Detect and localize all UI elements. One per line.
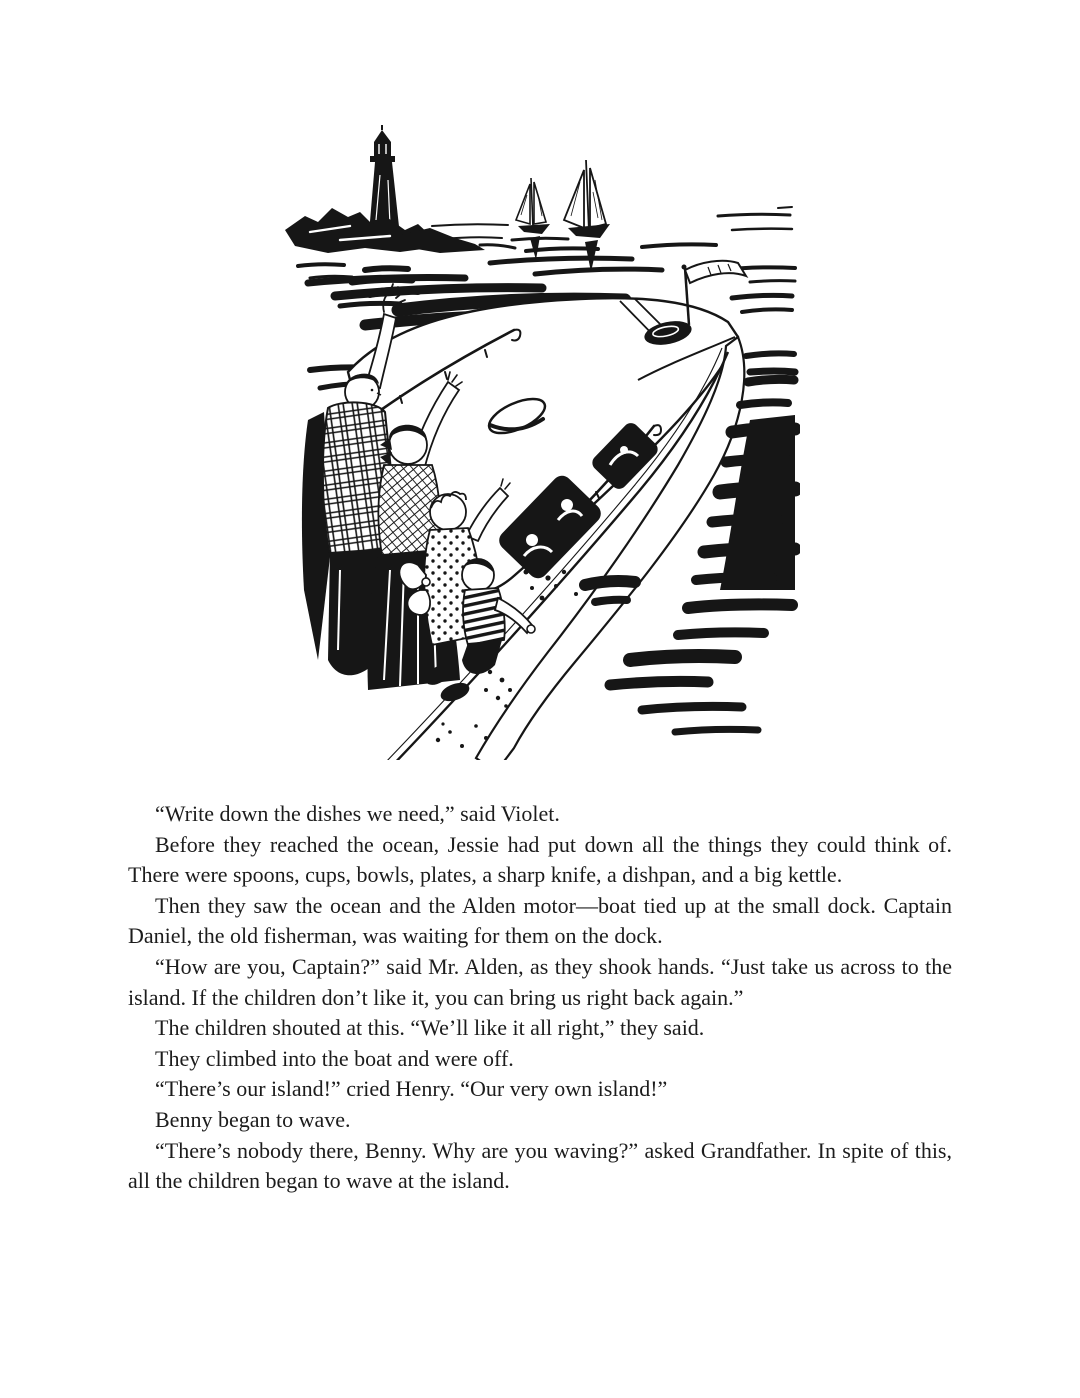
paragraph: “There’s nobody there, Benny. Why are you waving?” asked Grandfather. In spite of this, all the children began to wave at the island. xyxy=(128,1137,952,1194)
paragraph: They climbed into the boat and were off. xyxy=(155,1045,514,1071)
boat-illustration-svg xyxy=(280,120,800,760)
paragraph: “Write down the dishes we need,” said Violet. xyxy=(155,801,560,826)
sailboat-large xyxy=(564,160,610,272)
paragraph: “There’s our island!” cried Henry. “Our very own island!” xyxy=(155,1076,668,1102)
paragraph: Benny began to wave. xyxy=(155,1106,351,1132)
boat-illustration xyxy=(280,120,800,760)
paragraph: “How are you, Captain?” said Mr. Alden, as they shook hands. “Just take us across to the island. If the children don’t like it, you can bring us right back again.” xyxy=(128,953,952,1010)
story-text xyxy=(128,799,952,1197)
paragraph: Before they reached the ocean, Jessie had put down all the things they could think of. There were spoons, cups, bowls, plates, a sharp knife, a dishpan, and a big kettle. xyxy=(128,831,952,888)
paragraph: The children shouted at this. “We’ll like it all right,” they said. xyxy=(155,1015,705,1041)
rocks xyxy=(285,208,515,253)
paragraph: Then they saw the ocean and the Alden motor—boat tied up at the small dock. Captain Daniel, the old fisherman, was waiting for them on the dock. xyxy=(128,892,952,949)
